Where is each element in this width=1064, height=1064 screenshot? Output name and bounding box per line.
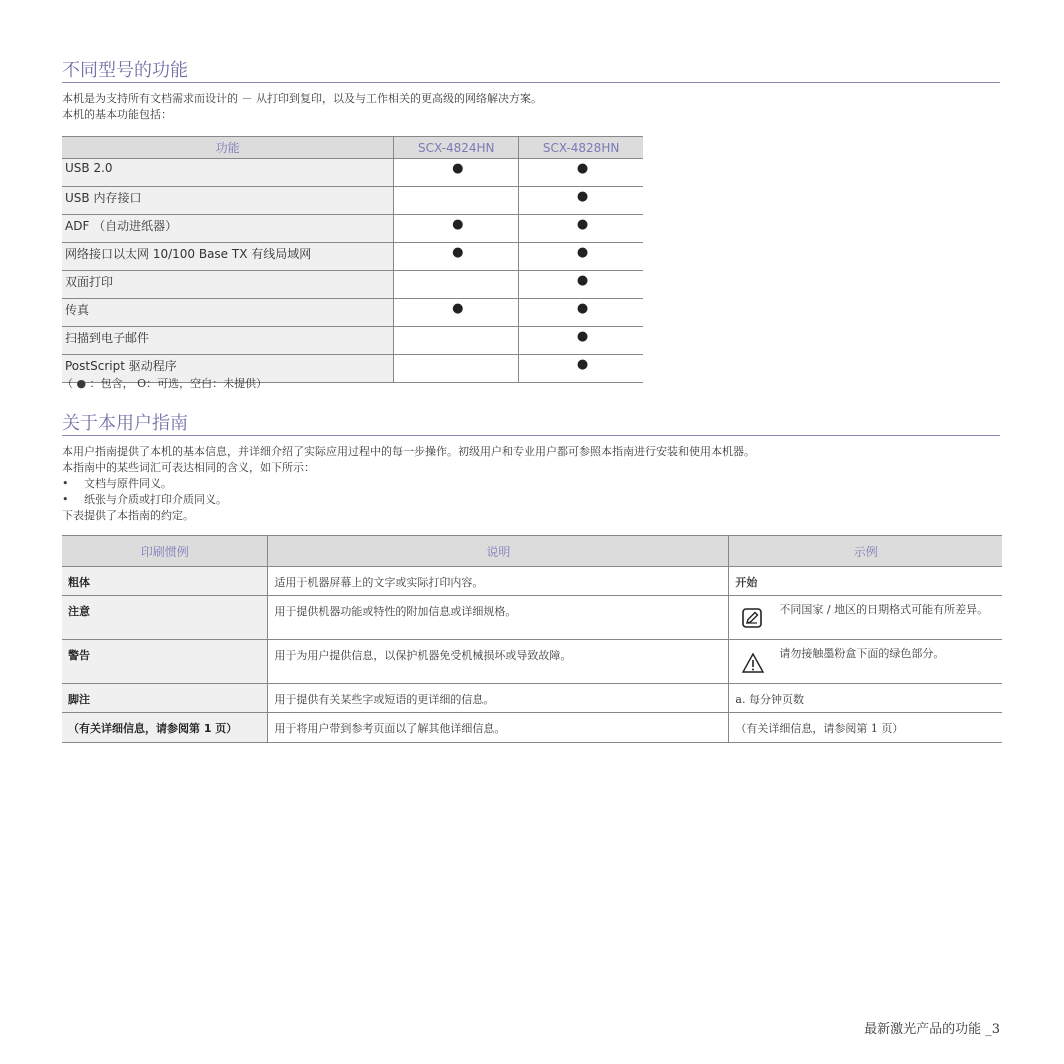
model-2-mark: ●	[519, 215, 643, 243]
feature-cell: ADF （自动进纸器）	[62, 215, 394, 243]
intro-line-1: 本机是为支持所有文档需求而设计的 － 从打印到复印，以及与工作相关的更高级的网络解决方案。	[62, 92, 542, 105]
page-footer: 最新激光产品的功能 _3	[864, 1022, 1000, 1037]
description-cell: 适用于机器屏幕上的文字或实际打印内容。	[268, 567, 729, 596]
table-row	[62, 215, 643, 243]
header-description: 说明	[268, 536, 729, 567]
feature-cell: USB 2.0	[62, 159, 394, 187]
intro-line-2: 本机的基本功能包括：	[62, 108, 172, 121]
model-1-mark	[394, 327, 519, 355]
feature-cell: 扫描到电子邮件	[62, 327, 394, 355]
model-1-mark: ●	[394, 299, 519, 327]
feature-cell: 传真	[62, 299, 394, 327]
convention-cell: 粗体	[62, 567, 268, 596]
description-cell: 用于提供机器功能或特性的附加信息或详细规格。	[268, 596, 729, 640]
convention-table	[62, 535, 1002, 743]
example-cell	[729, 567, 1002, 596]
convention-cell: 注意	[62, 596, 268, 640]
table-row	[62, 596, 1002, 640]
description-cell: 用于将用户带到参考页面以了解其他详细信息。	[268, 713, 729, 743]
model-2-mark: ●	[519, 159, 643, 187]
header-feature: 功能	[62, 137, 394, 159]
feature-cell: PostScript 驱动程序	[62, 355, 394, 383]
warning-triangle-icon	[741, 651, 765, 675]
convention-cell: （有关详细信息，请参阅第 1 页）	[62, 713, 268, 743]
example-bold-text: 开始	[735, 576, 758, 589]
model-1-mark: ●	[394, 159, 519, 187]
section-title-guide: 关于本用户指南	[62, 413, 1000, 436]
header-model-2: SCX-4828HN	[519, 137, 643, 159]
feature-table-header	[62, 137, 643, 159]
example-cell	[729, 640, 1002, 684]
bullet-text: 纸张与介质或打印介质同义。	[84, 493, 227, 506]
feature-table	[62, 136, 643, 383]
convention-cell: 脚注	[62, 684, 268, 713]
table-row	[62, 159, 643, 187]
guide-line-1: 本用户指南提供了本机的基本信息，并详细介绍了实际应用过程中的每一步操作。初级用户和专业用户都可参照本指南进行安装和使用本机器。	[62, 445, 755, 458]
example-cell: （有关详细信息，请参阅第 1 页）	[729, 713, 1002, 743]
convention-cell: 警告	[62, 640, 268, 684]
header-convention: 印刷惯例	[62, 536, 268, 567]
section-title-features: 不同型号的功能	[62, 60, 1000, 83]
guide-line-3: 下表提供了本指南的约定。	[62, 509, 194, 522]
header-model-1: SCX-4824HN	[394, 137, 519, 159]
feature-legend: （ ● ：包含， O：可选，空白：未提供）	[62, 377, 268, 390]
model-1-mark: ●	[394, 243, 519, 271]
model-2-mark: ●	[519, 355, 643, 383]
model-2-mark: ●	[519, 271, 643, 299]
description-cell: 用于为用户提供信息，以保护机器免受机械损坏或导致故障。	[268, 640, 729, 684]
example-warning-text: 请勿接触墨粉盒下面的绿色部分。	[779, 647, 945, 660]
guide-line-2: 本指南中的某些词汇可表达相同的含义，如下所示：	[62, 461, 315, 474]
table-row	[62, 713, 1002, 743]
example-cell	[729, 596, 1002, 640]
table-row	[62, 243, 643, 271]
feature-cell: USB 内存接口	[62, 187, 394, 215]
bullet-item: • 纸张与介质或打印介质同义。	[62, 493, 227, 506]
table-row	[62, 187, 643, 215]
note-pencil-icon	[741, 607, 765, 631]
table-row	[62, 640, 1002, 684]
bullet-item: • 文档与原件同义。	[62, 477, 172, 490]
guide-intro	[62, 444, 1002, 524]
table-row	[62, 327, 643, 355]
model-1-mark	[394, 187, 519, 215]
model-2-mark: ●	[519, 187, 643, 215]
model-1-mark: ●	[394, 215, 519, 243]
model-2-mark: ●	[519, 299, 643, 327]
feature-cell: 双面打印	[62, 271, 394, 299]
header-example: 示例	[729, 536, 1002, 567]
description-cell: 用于提供有关某些字或短语的更详细的信息。	[268, 684, 729, 713]
table-row	[62, 684, 1002, 713]
features-intro	[62, 91, 1002, 123]
table-row	[62, 299, 643, 327]
table-row	[62, 271, 643, 299]
model-2-mark: ●	[519, 243, 643, 271]
model-1-mark	[394, 271, 519, 299]
feature-cell: 网络接口以太网 10/100 Base TX 有线局域网	[62, 243, 394, 271]
bullet-text: 文档与原件同义。	[84, 477, 172, 490]
convention-table-header	[62, 536, 1002, 567]
example-note-text: 不同国家 / 地区的日期格式可能有所差异。	[779, 603, 989, 616]
model-2-mark: ●	[519, 327, 643, 355]
table-row	[62, 567, 1002, 596]
example-cell: a. 每分钟页数	[729, 684, 1002, 713]
